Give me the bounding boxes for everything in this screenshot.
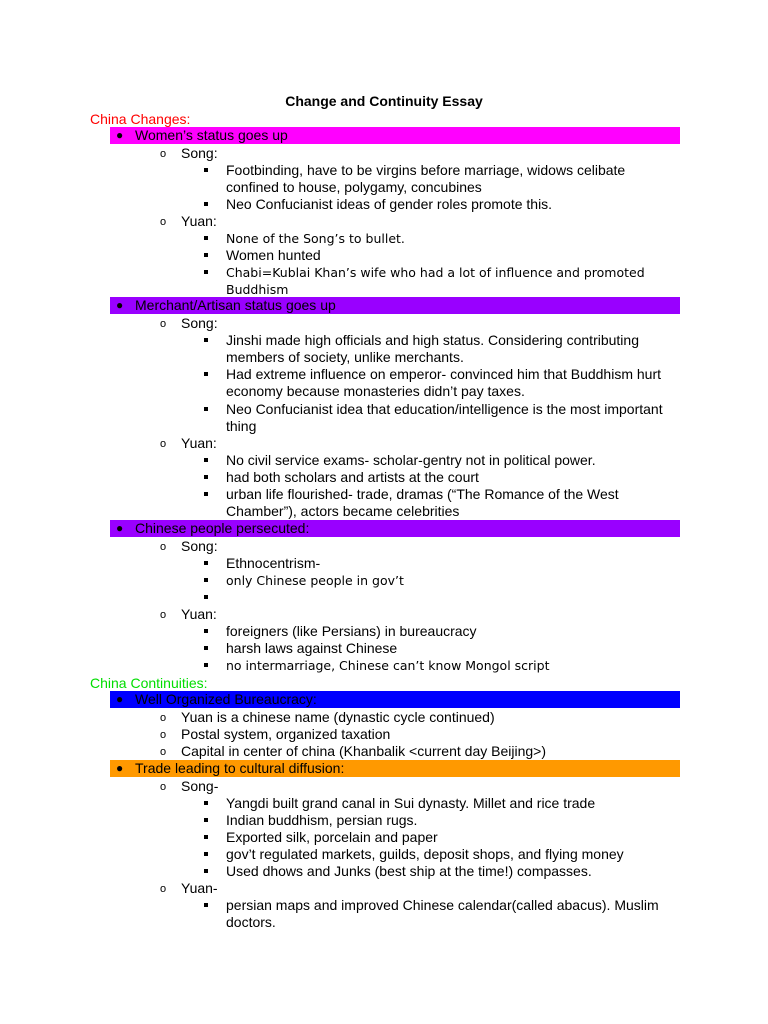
circle-bullet-icon: o — [160, 609, 167, 621]
circle-bullet-icon: o — [160, 883, 167, 895]
square-bullet-icon — [204, 818, 208, 822]
square-bullet-icon — [204, 492, 208, 496]
square-bullet-icon — [204, 475, 208, 479]
square-bullet-icon — [204, 338, 208, 342]
category-label: Merchant/Artisan status goes up — [135, 297, 336, 313]
document-page: Change and Continuity Essay China Changes: ● Women’s status goes up o Song: Footbinding, have to be virgins before marriage, widows celibate confined to house, polygamy, concubines Neo Confucianist ideas of gender roles promote this. o Yuan: None of the Song’s to bullet. Women hunted Chabi=Kublai Khan’s wife who had a lot of influence and promoted Buddhism ● Merchant/Artisan status goes up o Song: Jinshi made high officials and high status. Considering contributing members of society, unlike merchants. Had extreme influence on emperor- convinced him that Buddhism hurt economy because monasteries didn’t pay taxes. Neo Confucianist idea that education/intelligence is the most important thing o Yuan: No civil service exams- scholar-gentry not in political power. had both scholars and artists at the court urban life flourished- trade, dramas (“The Romance of the West Chamber”), actors became celebrities ● Chinese people persecuted: o Song: Ethnocentrism- only Chinese people in gov’t o Yuan: foreigners (like Persians) in bureaucracy harsh laws against Chinese no intermarriage, Chinese can’t know Mongol script China Continuities: ● Well Organized Bureaucracy: o Yuan is a chinese name (dynastic cycle continued) o Postal system, organized taxation o Capital in center of china (Khanbalik <current day Beijing>) ● Trade leading to cultural diffusion: o Song- Yangdi built grand canal in Sui dynasty. Millet and rice trade Indian buddhism, persian rugs. Exported silk, porcelain and paper gov’t regulated markets, guilds, deposit shops, and flying money Used dhows and Junks (best ship at the time!) compasses. o Yuan- persian maps and improved Chinese calendar(called abacus). Muslim doctors. — [0, 0, 768, 1024]
circle-bullet-icon: o — [160, 541, 167, 553]
bullet-icon: ● — [116, 761, 124, 775]
section-heading-changes: China Changes: — [90, 111, 191, 127]
document-title: Change and Continuity Essay — [285, 93, 483, 109]
square-bullet-icon — [204, 801, 208, 805]
square-bullet-icon — [204, 852, 208, 856]
square-bullet-icon — [204, 236, 208, 240]
circle-bullet-icon: o — [160, 148, 167, 160]
circle-bullet-icon: o — [160, 216, 167, 228]
square-bullet-icon — [204, 202, 208, 206]
square-bullet-icon — [204, 168, 208, 172]
circle-bullet-icon: o — [160, 318, 167, 330]
square-bullet-icon — [204, 646, 208, 650]
bullet-icon: ● — [116, 128, 124, 142]
circle-bullet-icon: o — [160, 712, 167, 724]
square-bullet-icon — [204, 835, 208, 839]
category-label: Women’s status goes up — [135, 127, 288, 143]
circle-bullet-icon: o — [160, 438, 167, 450]
square-bullet-icon — [204, 869, 208, 873]
square-bullet-icon — [204, 270, 208, 274]
circle-bullet-icon: o — [160, 781, 167, 793]
square-bullet-icon — [204, 578, 208, 582]
square-bullet-icon — [204, 407, 208, 411]
category-label: Chinese people persecuted: — [135, 520, 310, 536]
category-womens-status — [110, 127, 680, 144]
category-trade — [110, 760, 680, 777]
square-bullet-icon — [204, 372, 208, 376]
square-bullet-icon — [204, 595, 208, 599]
bullet-icon: ● — [116, 521, 124, 535]
square-bullet-icon — [204, 253, 208, 257]
category-merchant-status — [110, 297, 680, 314]
category-chinese-persecuted — [110, 520, 680, 537]
square-bullet-icon — [204, 903, 208, 907]
circle-bullet-icon: o — [160, 746, 167, 758]
square-bullet-icon — [204, 663, 208, 667]
bullet-icon: ● — [116, 692, 124, 706]
square-bullet-icon — [204, 458, 208, 462]
category-label: Well Organized Bureaucracy: — [135, 691, 317, 707]
section-heading-continuities: China Continuities: — [90, 675, 208, 691]
circle-bullet-icon: o — [160, 729, 167, 741]
square-bullet-icon — [204, 561, 208, 565]
category-bureaucracy — [110, 691, 680, 708]
bullet-icon: ● — [116, 298, 124, 312]
category-label: Trade leading to cultural diffusion: — [135, 760, 345, 776]
square-bullet-icon — [204, 629, 208, 633]
